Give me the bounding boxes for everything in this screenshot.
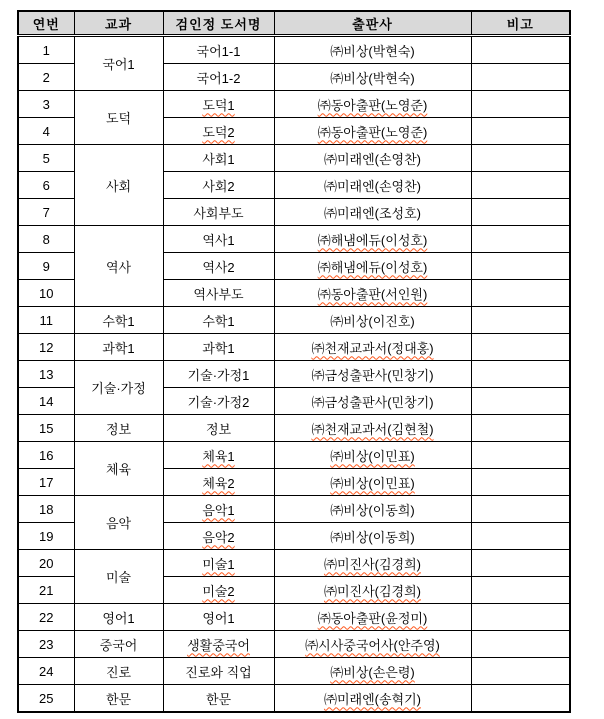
cell-subject: 체육 — [74, 442, 163, 496]
misspelled-text: ㈜미래엔(송혁기) — [323, 691, 421, 707]
misspelled-text: 체육2 — [202, 475, 235, 491]
cell-remark — [471, 334, 570, 361]
cell-remark — [471, 577, 570, 604]
table-row — [18, 550, 570, 577]
cell-remark — [471, 199, 570, 226]
misspelled-text: ㈜해냄에듀(이성호) — [317, 232, 428, 248]
cell-subject: 음악 — [74, 496, 163, 550]
column-header-subject: 교과 — [74, 11, 163, 36]
cell-no: 7 — [18, 199, 74, 226]
misspelled-text: ㈜미진사(김경희) — [323, 556, 421, 572]
cell-subject: 한문 — [74, 685, 163, 713]
cell-no: 17 — [18, 469, 74, 496]
misspelled-text: ㈜천재교과서(김현철) — [311, 421, 434, 437]
misspelled-text: 음악1 — [202, 502, 235, 518]
cell-subject: 미술 — [74, 550, 163, 604]
cell-publisher — [274, 469, 471, 496]
cell-book — [163, 550, 274, 577]
misspelled-text: 도덕1 — [202, 97, 235, 113]
cell-publisher — [274, 253, 471, 280]
cell-remark — [471, 550, 570, 577]
cell-remark — [471, 469, 570, 496]
cell-publisher: ㈜비상(박현숙) — [274, 36, 471, 64]
cell-no: 9 — [18, 253, 74, 280]
cell-subject: 과학1 — [74, 334, 163, 361]
cell-book: 기술·가정1 — [163, 361, 274, 388]
cell-remark — [471, 172, 570, 199]
cell-remark — [471, 631, 570, 658]
cell-book: 역사1 — [163, 226, 274, 253]
cell-book — [163, 631, 274, 658]
table-row — [18, 226, 570, 253]
cell-publisher — [274, 604, 471, 631]
table-row — [18, 658, 570, 685]
cell-book: 역사2 — [163, 253, 274, 280]
cell-no: 4 — [18, 118, 74, 145]
cell-remark — [471, 604, 570, 631]
misspelled-text: 도덕2 — [202, 124, 235, 140]
misspelled-text: 미술2 — [202, 583, 235, 599]
column-header-no: 연번 — [18, 11, 74, 36]
cell-no: 25 — [18, 685, 74, 713]
cell-book — [163, 442, 274, 469]
cell-book: 한문 — [163, 685, 274, 713]
cell-subject: 영어1 — [74, 604, 163, 631]
cell-publisher — [274, 658, 471, 685]
cell-remark — [471, 685, 570, 713]
cell-book — [163, 91, 274, 118]
cell-subject: 수학1 — [74, 307, 163, 334]
table-row — [18, 442, 570, 469]
cell-book — [163, 523, 274, 550]
cell-publisher — [274, 334, 471, 361]
cell-no: 20 — [18, 550, 74, 577]
cell-publisher: ㈜미래엔(조성호) — [274, 199, 471, 226]
misspelled-text: 체육1 — [202, 448, 235, 464]
cell-no: 12 — [18, 334, 74, 361]
cell-book — [163, 469, 274, 496]
table-row — [18, 631, 570, 658]
cell-no: 15 — [18, 415, 74, 442]
cell-no: 14 — [18, 388, 74, 415]
cell-remark — [471, 415, 570, 442]
cell-publisher — [274, 226, 471, 253]
cell-publisher: ㈜금성출판사(민창기) — [274, 388, 471, 415]
cell-no: 5 — [18, 145, 74, 172]
cell-remark — [471, 442, 570, 469]
cell-no: 18 — [18, 496, 74, 523]
table-row — [18, 145, 570, 172]
cell-remark — [471, 361, 570, 388]
cell-remark — [471, 226, 570, 253]
cell-no: 6 — [18, 172, 74, 199]
misspelled-text: ㈜해냄에듀(이성호) — [317, 259, 428, 275]
cell-remark — [471, 388, 570, 415]
misspelled-text: ㈜미진사(김경희) — [323, 583, 421, 599]
cell-remark — [471, 91, 570, 118]
table-row — [18, 415, 570, 442]
cell-remark — [471, 36, 570, 64]
cell-subject: 국어1 — [74, 36, 163, 91]
cell-subject: 진로 — [74, 658, 163, 685]
cell-no: 2 — [18, 64, 74, 91]
cell-book: 진로와 직업 — [163, 658, 274, 685]
cell-book: 수학1 — [163, 307, 274, 334]
cell-subject: 기술·가정 — [74, 361, 163, 415]
column-header-book: 검인정 도서명 — [163, 11, 274, 36]
misspelled-text: ㈜동아출판(윤정미) — [317, 610, 428, 626]
cell-no: 22 — [18, 604, 74, 631]
cell-remark — [471, 145, 570, 172]
table-row — [18, 307, 570, 334]
cell-publisher — [274, 91, 471, 118]
table-row — [18, 685, 570, 713]
misspelled-text: 음악2 — [202, 529, 235, 545]
cell-no: 1 — [18, 36, 74, 64]
misspelled-text: ㈜비상(손은령) — [330, 664, 415, 680]
table-row — [18, 604, 570, 631]
cell-publisher — [274, 415, 471, 442]
cell-publisher: ㈜미래엔(손영찬) — [274, 172, 471, 199]
misspelled-text: ㈜천재교과서(정대홍) — [311, 340, 434, 356]
cell-remark — [471, 307, 570, 334]
cell-no: 11 — [18, 307, 74, 334]
table-row — [18, 361, 570, 388]
table-row — [18, 496, 570, 523]
cell-subject: 사회 — [74, 145, 163, 226]
table-row — [18, 36, 570, 64]
misspelled-text: ㈜비상(이민표) — [330, 475, 415, 491]
cell-publisher — [274, 118, 471, 145]
cell-book: 국어1-2 — [163, 64, 274, 91]
misspelled-text: 생활중국어 — [187, 637, 250, 653]
cell-publisher — [274, 631, 471, 658]
cell-publisher — [274, 550, 471, 577]
cell-remark — [471, 523, 570, 550]
cell-book: 기술·가정2 — [163, 388, 274, 415]
cell-book: 역사부도 — [163, 280, 274, 307]
cell-book: 과학1 — [163, 334, 274, 361]
cell-subject: 정보 — [74, 415, 163, 442]
cell-book: 정보 — [163, 415, 274, 442]
cell-publisher: ㈜비상(이동희) — [274, 496, 471, 523]
cell-book — [163, 577, 274, 604]
cell-publisher: ㈜비상(이진호) — [274, 307, 471, 334]
cell-publisher — [274, 442, 471, 469]
cell-no: 16 — [18, 442, 74, 469]
table-row — [18, 334, 570, 361]
misspelled-text: ㈜시사중국어사(안주영) — [305, 637, 440, 653]
cell-book: 사회1 — [163, 145, 274, 172]
cell-book: 영어1 — [163, 604, 274, 631]
cell-remark — [471, 280, 570, 307]
cell-publisher: ㈜금성출판사(민창기) — [274, 361, 471, 388]
textbook-table — [17, 10, 571, 713]
cell-book: 사회2 — [163, 172, 274, 199]
cell-book — [163, 496, 274, 523]
cell-book: 사회부도 — [163, 199, 274, 226]
cell-publisher: ㈜미래엔(손영찬) — [274, 145, 471, 172]
cell-no: 10 — [18, 280, 74, 307]
cell-remark — [471, 496, 570, 523]
misspelled-text: 미술1 — [202, 556, 235, 572]
cell-no: 19 — [18, 523, 74, 550]
column-header-remark: 비고 — [471, 11, 570, 36]
header-row — [18, 11, 570, 36]
cell-publisher — [274, 577, 471, 604]
table-row — [18, 91, 570, 118]
cell-remark — [471, 64, 570, 91]
misspelled-text: ㈜동아출판(노영준) — [317, 97, 428, 113]
cell-subject: 도덕 — [74, 91, 163, 145]
table-body — [18, 36, 570, 713]
cell-no: 21 — [18, 577, 74, 604]
cell-publisher: ㈜비상(이동희) — [274, 523, 471, 550]
cell-no: 23 — [18, 631, 74, 658]
cell-subject: 역사 — [74, 226, 163, 307]
misspelled-text: ㈜비상(이민표) — [330, 448, 415, 464]
cell-no: 3 — [18, 91, 74, 118]
cell-book: 국어1-1 — [163, 36, 274, 64]
cell-publisher — [274, 685, 471, 713]
cell-no: 24 — [18, 658, 74, 685]
cell-no: 8 — [18, 226, 74, 253]
cell-book — [163, 118, 274, 145]
cell-publisher: ㈜비상(박현숙) — [274, 64, 471, 91]
cell-remark — [471, 253, 570, 280]
cell-remark — [471, 118, 570, 145]
column-header-publisher: 출판사 — [274, 11, 471, 36]
misspelled-text: ㈜동아출판(서인원) — [317, 286, 428, 302]
cell-remark — [471, 658, 570, 685]
cell-no: 13 — [18, 361, 74, 388]
cell-publisher — [274, 280, 471, 307]
misspelled-text: ㈜동아출판(노영준) — [317, 124, 428, 140]
cell-subject: 중국어 — [74, 631, 163, 658]
